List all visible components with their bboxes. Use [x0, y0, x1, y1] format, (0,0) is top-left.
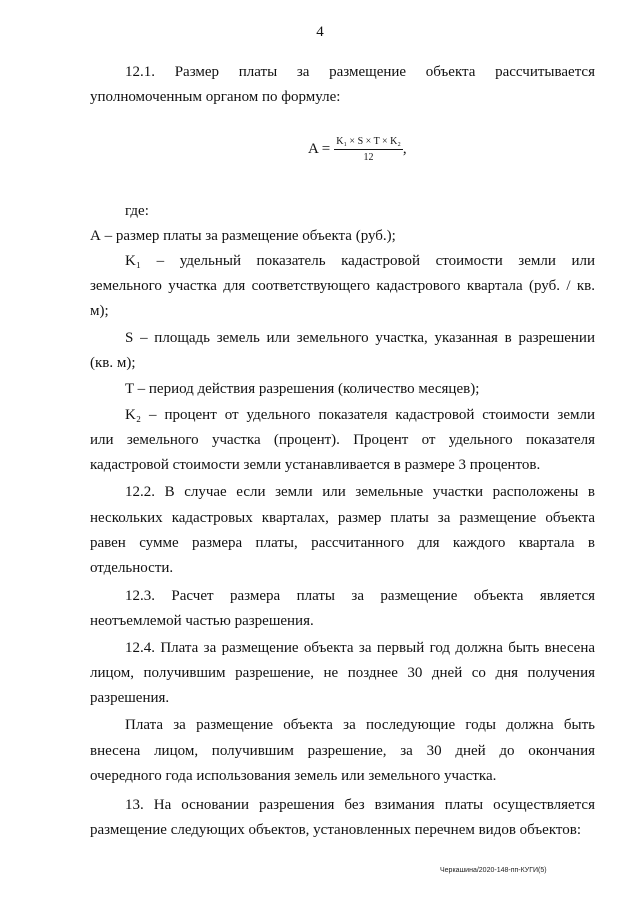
text-line: (кв. м);: [90, 355, 136, 371]
text-line: А – размер платы за размещение объекта (руб.);: [90, 228, 396, 244]
text-line: внесена лицом, получившим разрешение, за 30 дней до окончания: [90, 743, 595, 759]
paragraph-12-2: [125, 480, 595, 505]
paragraph-12-1: [125, 60, 595, 85]
text-line: K₁ – удельный показатель кадастровой стоимости земли или: [125, 253, 595, 269]
text-line: 12.2. В случае если земли или земельные участки расположены в: [125, 484, 595, 500]
formula-fraction: [334, 136, 403, 163]
text-line: м);: [90, 303, 109, 319]
definition-k2: [125, 403, 595, 428]
formula-tail: ,: [402, 141, 407, 157]
paragraph-12-1-cont: [90, 85, 595, 110]
text-line: земельного участка для соответствующего кадастрового квартала (руб. / кв.: [90, 278, 595, 294]
fee-formula: [308, 136, 407, 163]
text-line: отдельности.: [90, 560, 174, 576]
text-line: где:: [125, 203, 149, 219]
definition-s-cont: [90, 351, 595, 376]
text-line: или земельного участка (процент). Процент от удельного показателя: [90, 432, 595, 448]
paragraph-13: [125, 793, 595, 818]
text-line: Плата за размещение объекта за последующие годы должна быть: [125, 717, 595, 733]
paragraph-13-cont: [90, 818, 595, 843]
formula-lhs: A =: [308, 141, 331, 157]
text-line: 13. На основании разрешения без взимания платы осуществляется: [125, 797, 595, 813]
text-line: 12.4. Плата за размещение объекта за первый год должна быть внесена: [125, 640, 595, 656]
text-line: T – период действия разрешения (количество месяцев);: [125, 381, 480, 397]
page-number: 4: [316, 24, 324, 40]
definition-k1-cont: [90, 274, 595, 324]
text-line: очередного года использования земель или земельного участка.: [90, 768, 497, 784]
formula-denominator: 12: [363, 152, 374, 163]
definition-k2-cont: [90, 428, 595, 478]
paragraph-12-4-cont: [90, 661, 595, 711]
paragraph-12-2-cont: [90, 506, 595, 581]
text-line: неотъемлемой частью разрешения.: [90, 613, 314, 629]
definition-t: [125, 377, 595, 402]
formula-numerator: K₁ × S × T × K₂: [334, 136, 403, 150]
paragraph-12-4b: [125, 713, 595, 738]
text-line: 12.3. Расчет размера платы за размещение объекта является: [125, 588, 595, 604]
definition-a: [90, 224, 595, 249]
text-line: лицом, получившим разрешение, не позднее 30 дней со дня получения: [90, 665, 595, 681]
where-label: [125, 199, 325, 224]
paragraph-12-3: [125, 584, 595, 609]
document-footer-code: Черкашина/2020-148-пп-КУГИ(5): [440, 867, 547, 874]
text-line: K₂ – процент от удельного показателя кадастровой стоимости земли: [125, 407, 595, 423]
text-line: кадастровой стоимости земли устанавливается в размере 3 процентов.: [90, 457, 541, 473]
definition-s: [125, 326, 595, 351]
text-line: S – площадь земель или земельного участка, указанная в разрешении: [125, 330, 595, 346]
text-line: уполномоченным органом по формуле:: [90, 89, 341, 105]
text-line: 12.1. Размер платы за размещение объекта рассчитывается: [125, 64, 595, 80]
text-line: размещение следующих объектов, установленных перечнем видов объектов:: [90, 822, 582, 838]
definition-k1: [125, 249, 595, 274]
paragraph-12-3-cont: [90, 609, 595, 634]
paragraph-12-4b-cont: [90, 739, 595, 789]
text-line: нескольких кадастровых кварталах, размер платы за размещение объекта: [90, 510, 595, 526]
paragraph-12-4: [125, 636, 595, 661]
text-line: равен сумме размера платы, рассчитанного для каждого квартала в: [90, 535, 595, 551]
text-line: разрешения.: [90, 690, 170, 706]
